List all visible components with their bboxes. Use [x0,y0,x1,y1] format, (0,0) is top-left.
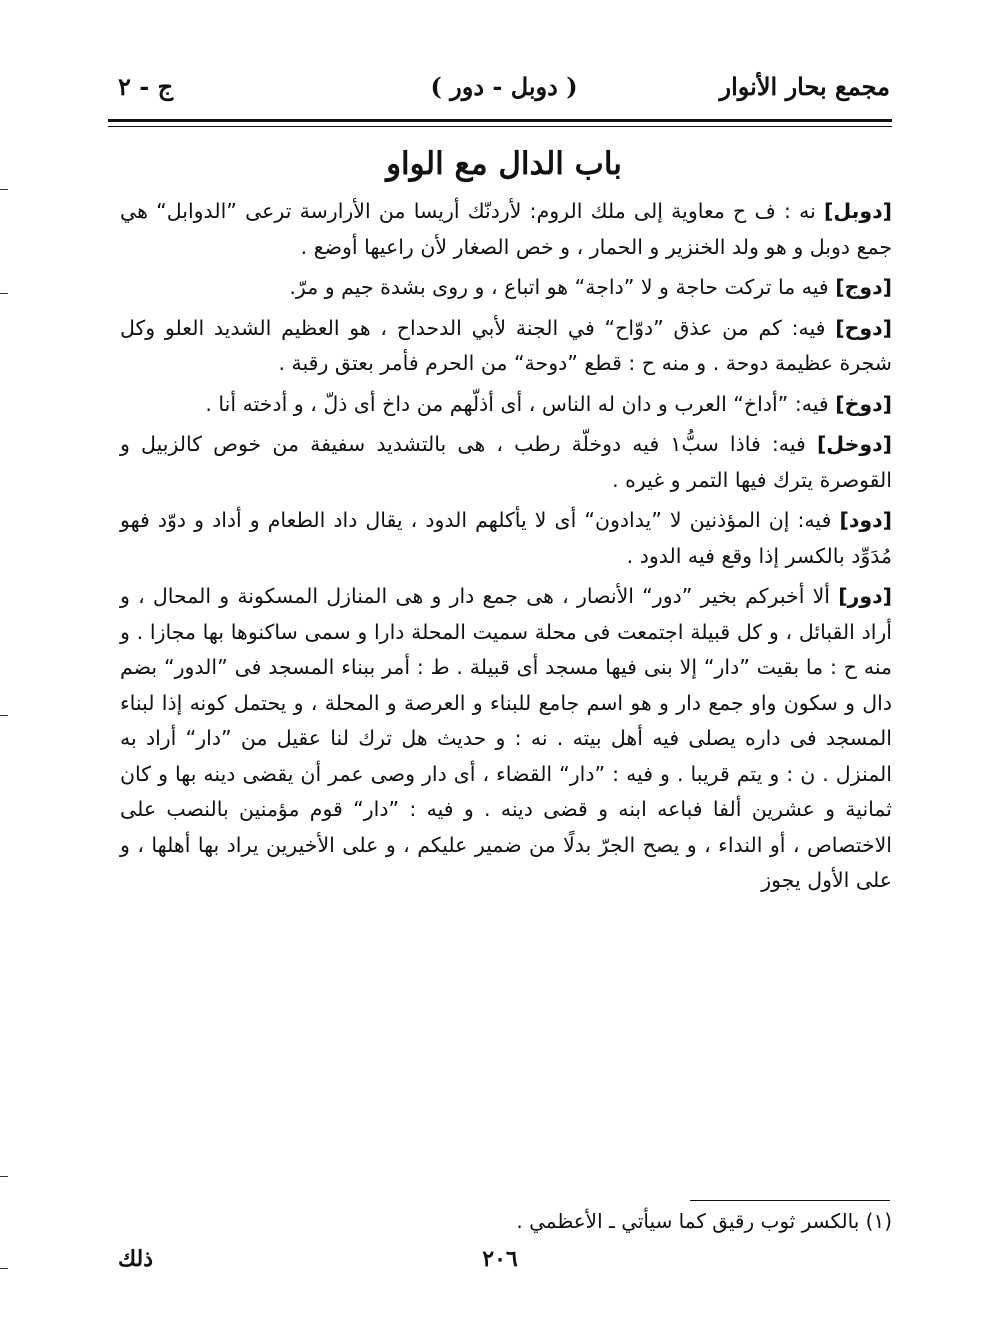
volume-number: ج - ٢ [118,72,174,101]
header-rule-thick [108,119,892,122]
margin-tick-mark [0,290,8,298]
entry-text: نه : ف ح معاوية إلى ملك الروم: لأردنّك أريسا من الأرارسة ترعى ”الدوابل“ هي جمع دوبل و هو ولد الخنزير و الحمار ، و خص الصغار لأن راعيها أوضع . [120,199,892,259]
catchword: ذلك [118,1246,154,1272]
entries-body [120,194,892,904]
entry-headword: [دوح] [835,315,892,340]
header-rule-thin [108,126,892,127]
margin-tick-mark [0,1265,8,1273]
chapter-title: باب الدال مع الواو [386,146,622,182]
running-header [118,66,890,106]
book-title: مجمع بحار الأنوار [719,72,890,101]
margin-tick-mark [0,186,8,194]
margin-tick-mark [0,712,8,720]
margin-tick-mark [0,1173,8,1181]
entry-headword: [دوج] [835,275,892,299]
entry-headword: [دوبل] [824,199,892,223]
entry-headword: [دوخل] [816,432,893,456]
entry-text: فيه: فاذا سبُّ١ فيه دوخلّة رطب ، هى بالتشديد سفيفة من خوص كالزبيل و القوصرة يترك فيها التمر و غيره . [120,432,892,492]
entry-headword: [دوخ] [835,391,892,416]
footnote: (١) بالكسر ثوب رقيق كما سيأتي ـ الأعظمي . [516,1209,892,1233]
entry-dawj [120,270,892,306]
entry-text: فيه: كم من عذق ”دوّاح“ في الجنة لأبي الدحداح ، هو العظيم الشديد العلو وكل شجرة عظيمة دوحة . و منه ح : قطع ”دوحة“ من الحرم فأمر بعتق رقبة . [120,315,892,375]
page-number: ٢٠٦ [482,1246,518,1272]
entry-text: ألا أخبركم بخير ”دور“ الأنصار ، هى جمع دار و هى المنازل المسكونة و المحال ، و أراد القبائل ، و كل قبيلة اجتمعت فى محلة سميت المحلة دارا و سمى ساكنوها بها مجازا . و منه ح : ما بقيت ”دار“ إلا بنى فيها مسجد أى قبيلة . ط : أمر ببناء المسجد فى ”الدور“ بضم دال و سكون واو جمع دار و هو اسم جامع للبناء و العرصة و المحلة ، و يحتمل كونه إذا لبناء المسجد فى داره يصلى فيه أهل بيته . نه : و حديث هل ترك لنا عقيل من ”دار“ أراد به المنزل . ن : و يتم قريبا . و فيه : ”دار“ القضاء ، أى دار وصى عمر أن يقضى دينه بها و كان ثمانية و عشرين ألفا فباعه ابنه و قضى دينه . و فيه : ”دار“ قوم مؤمنين بالنصب على الاختصاص ، أو النداء ، و يصح الجرّ بدلًا من ضمير عليكم ، و على الأخيرين يراد بها أهلها ، و على الأول يجوز [120,584,892,892]
entry-dawd [120,503,892,574]
entry-dawh [120,311,892,382]
footnote-rule [690,1200,890,1201]
entry-dawbal [120,194,892,265]
entry-headword: [دود] [839,508,892,532]
section-range: ( دوبل - دور ) [430,72,578,101]
entry-text: فيه ما تركت حاجة و لا ”داجة“ هو اتباع ، و روى بشدة جيم و مرّ. [289,275,836,299]
entry-headword: [دور] [838,584,892,608]
entry-dawkhal [120,427,892,498]
entry-dawr [120,579,892,899]
entry-dawkh [120,387,892,423]
entry-text: فيه: إن المؤذنين لا ”يدادون“ أى لا يأكلهم الدود ، يقال داد الطعام و أداد و دوّد فهو مُدَوِّد بالكسر إذا وقع فيه الدود . [120,508,892,568]
entry-text: فيه: ”أداخ“ العرب و دان له الناس ، أى أذلّهم من داخ أى ذلّ ، و أدخته أنا . [205,391,836,416]
